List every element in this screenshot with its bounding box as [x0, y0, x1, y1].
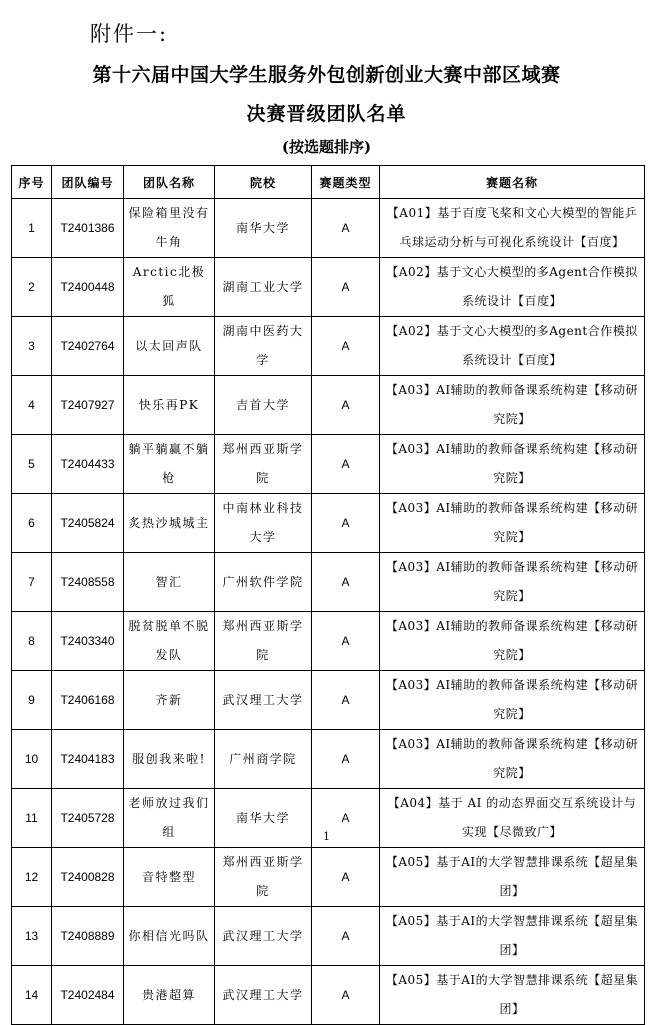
cell-topic-type: A — [312, 789, 380, 848]
cell-team-code: T2404183 — [52, 730, 124, 789]
table-row — [12, 376, 645, 435]
cell-index: 5 — [12, 435, 52, 494]
cell-index: 13 — [12, 907, 52, 966]
table-row — [12, 907, 645, 966]
cell-topic-name: 【A05】基于AI的大学智慧排课系统【超星集团】 — [380, 848, 645, 907]
cell-topic-type: A — [312, 317, 380, 376]
cell-team-name: 贵港超算 — [124, 966, 215, 1025]
cell-index: 10 — [12, 730, 52, 789]
column-header-topic-type: 赛题类型 — [312, 166, 380, 199]
cell-topic-name: 【A03】AI辅助的教师备课系统构建【移动研究院】 — [380, 671, 645, 730]
column-header-index: 序号 — [12, 166, 52, 199]
cell-school: 南华大学 — [215, 789, 312, 848]
cell-team-code: T2402764 — [52, 317, 124, 376]
column-header-school: 院校 — [215, 166, 312, 199]
cell-school: 武汉理工大学 — [215, 907, 312, 966]
table-row — [12, 553, 645, 612]
cell-topic-type: A — [312, 199, 380, 258]
table-row — [12, 317, 645, 376]
cell-team-name: 你相信光吗队 — [124, 907, 215, 966]
cell-team-code: T2403340 — [52, 612, 124, 671]
cell-index: 3 — [12, 317, 52, 376]
cell-team-name: 躺平躺赢不躺枪 — [124, 435, 215, 494]
cell-topic-type: A — [312, 494, 380, 553]
cell-team-code: T2407927 — [52, 376, 124, 435]
sort-note: (按选题排序) — [281, 138, 372, 156]
cell-team-code: T2402484 — [52, 966, 124, 1025]
cell-team-code: T2405728 — [52, 789, 124, 848]
cell-topic-name: 【A03】AI辅助的教师备课系统构建【移动研究院】 — [380, 612, 645, 671]
cell-team-name: 炙热沙城城主 — [124, 494, 215, 553]
table-row — [12, 966, 645, 1025]
cell-topic-type: A — [312, 907, 380, 966]
table-row — [12, 612, 645, 671]
cell-team-code: T2400828 — [52, 848, 124, 907]
cell-topic-name: 【A05】基于AI的大学智慧排课系统【超星集团】 — [380, 966, 645, 1025]
document-subtitle: 决赛晋级团队名单 — [246, 103, 407, 125]
table-header-row — [12, 166, 645, 199]
teams-table — [11, 165, 645, 1025]
cell-team-name: 快乐再PK — [124, 376, 215, 435]
cell-topic-type: A — [312, 612, 380, 671]
cell-topic-name: 【A01】基于百度飞桨和文心大模型的智能乒乓球运动分析与可视化系统设计【百度】 — [380, 199, 645, 258]
table-row — [12, 671, 645, 730]
table-row — [12, 258, 645, 317]
cell-index: 9 — [12, 671, 52, 730]
table-row — [12, 494, 645, 553]
cell-team-code: T2406168 — [52, 671, 124, 730]
cell-team-code: T2400448 — [52, 258, 124, 317]
cell-index: 6 — [12, 494, 52, 553]
column-header-team-code: 团队编号 — [52, 166, 124, 199]
cell-team-name: 智汇 — [124, 553, 215, 612]
table-row — [12, 848, 645, 907]
cell-team-code: T2401386 — [52, 199, 124, 258]
cell-topic-name: 【A03】AI辅助的教师备课系统构建【移动研究院】 — [380, 730, 645, 789]
cell-index: 2 — [12, 258, 52, 317]
cell-school: 湖南工业大学 — [215, 258, 312, 317]
attachment-label: 附件一: — [90, 22, 169, 46]
cell-topic-name: 【A03】AI辅助的教师备课系统构建【移动研究院】 — [380, 494, 645, 553]
cell-school: 武汉理工大学 — [215, 671, 312, 730]
cell-school: 广州商学院 — [215, 730, 312, 789]
cell-topic-type: A — [312, 730, 380, 789]
cell-team-name: 服创我来啦! — [124, 730, 215, 789]
cell-team-name: 音特整型 — [124, 848, 215, 907]
cell-index: 14 — [12, 966, 52, 1025]
cell-index: 11 — [12, 789, 52, 848]
cell-school: 郑州西亚斯学院 — [215, 612, 312, 671]
cell-topic-name: 【A04】基于 AI 的动态界面交互系统设计与实现【尽微致广】 — [380, 789, 645, 848]
cell-school: 郑州西亚斯学院 — [215, 435, 312, 494]
page-number: 1 — [323, 830, 330, 843]
table-row — [12, 435, 645, 494]
cell-topic-type: A — [312, 966, 380, 1025]
cell-index: 1 — [12, 199, 52, 258]
cell-team-name: 老师放过我们组 — [124, 789, 215, 848]
cell-topic-name: 【A02】基于文心大模型的多Agent合作模拟系统设计【百度】 — [380, 258, 645, 317]
cell-team-code: T2408558 — [52, 553, 124, 612]
cell-index: 7 — [12, 553, 52, 612]
cell-school: 广州软件学院 — [215, 553, 312, 612]
cell-team-name: Arctic北极狐 — [124, 258, 215, 317]
column-header-topic-name: 赛题名称 — [380, 166, 645, 199]
cell-topic-name: 【A03】AI辅助的教师备课系统构建【移动研究院】 — [380, 553, 645, 612]
cell-school: 吉首大学 — [215, 376, 312, 435]
cell-team-code: T2408889 — [52, 907, 124, 966]
document-title: 第十六届中国大学生服务外包创新创业大赛中部区域赛 — [92, 64, 561, 86]
cell-team-code: T2404433 — [52, 435, 124, 494]
cell-school: 武汉理工大学 — [215, 966, 312, 1025]
cell-topic-type: A — [312, 848, 380, 907]
cell-topic-type: A — [312, 435, 380, 494]
cell-topic-name: 【A02】基于文心大模型的多Agent合作模拟系统设计【百度】 — [380, 317, 645, 376]
cell-topic-type: A — [312, 258, 380, 317]
cell-topic-name: 【A05】基于AI的大学智慧排课系统【超星集团】 — [380, 907, 645, 966]
cell-team-name: 齐新 — [124, 671, 215, 730]
cell-index: 12 — [12, 848, 52, 907]
cell-topic-type: A — [312, 553, 380, 612]
cell-school: 郑州西亚斯学院 — [215, 848, 312, 907]
cell-school: 南华大学 — [215, 199, 312, 258]
cell-school: 湖南中医药大学 — [215, 317, 312, 376]
cell-index: 4 — [12, 376, 52, 435]
cell-topic-name: 【A03】AI辅助的教师备课系统构建【移动研究院】 — [380, 435, 645, 494]
table-row — [12, 199, 645, 258]
column-header-team-name: 团队名称 — [124, 166, 215, 199]
cell-team-name: 保险箱里没有牛角 — [124, 199, 215, 258]
cell-topic-type: A — [312, 671, 380, 730]
cell-team-name: 脱贫脱单不脱发队 — [124, 612, 215, 671]
cell-topic-type: A — [312, 376, 380, 435]
cell-team-name: 以太回声队 — [124, 317, 215, 376]
cell-school: 中南林业科技大学 — [215, 494, 312, 553]
cell-index: 8 — [12, 612, 52, 671]
table-row — [12, 730, 645, 789]
cell-topic-name: 【A03】AI辅助的教师备课系统构建【移动研究院】 — [380, 376, 645, 435]
cell-team-code: T2405824 — [52, 494, 124, 553]
